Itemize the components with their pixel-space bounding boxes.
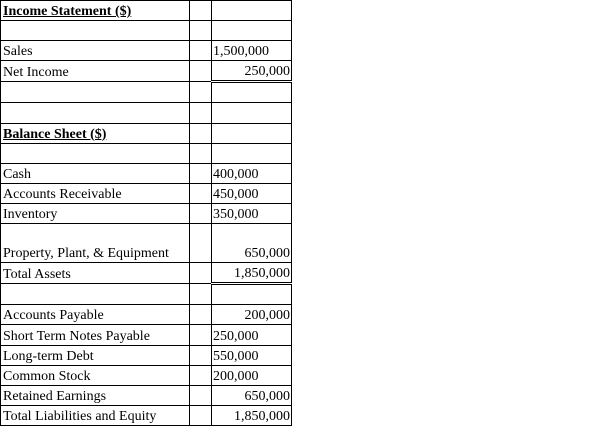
table-row [1,143,292,163]
table-row [1,284,292,305]
row-label: Net Income [1,61,190,82]
row-label: Total Liabilities and Equity [1,405,190,425]
row-label: Accounts Payable [1,305,190,325]
table-row [1,405,292,425]
table-row [1,41,292,61]
row-label: Retained Earnings [1,385,190,405]
row-label: Sales [1,41,190,61]
row-value: 1,850,000 [212,263,292,284]
row-value: 250,000 [212,61,292,82]
row-label: Cash [1,163,190,183]
table-row [1,224,292,263]
table-row [1,123,292,143]
row-label: Long-term Debt [1,345,190,365]
row-value: 350,000 [212,203,292,223]
row-value: 200,000 [212,305,292,325]
table-row [1,1,292,21]
row-value: 650,000 [212,385,292,405]
table-row [1,163,292,183]
row-value: 250,000 [212,325,292,345]
row-label: Total Assets [1,263,190,284]
table-row [1,345,292,365]
row-label: Common Stock [1,365,190,385]
balance-sheet-title: Balance Sheet ($) [1,123,190,143]
row-value: 1,850,000 [212,405,292,425]
table-row [1,203,292,223]
table-row [1,385,292,405]
table-row [1,325,292,345]
row-label: Inventory [1,203,190,223]
table-row [1,305,292,325]
table-row [1,183,292,203]
row-value: 450,000 [212,183,292,203]
financial-statements-table [0,0,292,426]
row-value: 200,000 [212,365,292,385]
table-row [1,263,292,284]
row-value: 650,000 [212,224,292,263]
table-row [1,82,292,103]
row-label: Short Term Notes Payable [1,325,190,345]
row-value: 550,000 [212,345,292,365]
table-row [1,61,292,82]
row-label: Property, Plant, & Equipment [1,224,190,263]
row-value: 400,000 [212,163,292,183]
row-value: 1,500,000 [212,41,292,61]
table-row [1,21,292,41]
table-row [1,365,292,385]
row-label: Accounts Receivable [1,183,190,203]
income-statement-title: Income Statement ($) [1,1,190,21]
table-row [1,103,292,123]
